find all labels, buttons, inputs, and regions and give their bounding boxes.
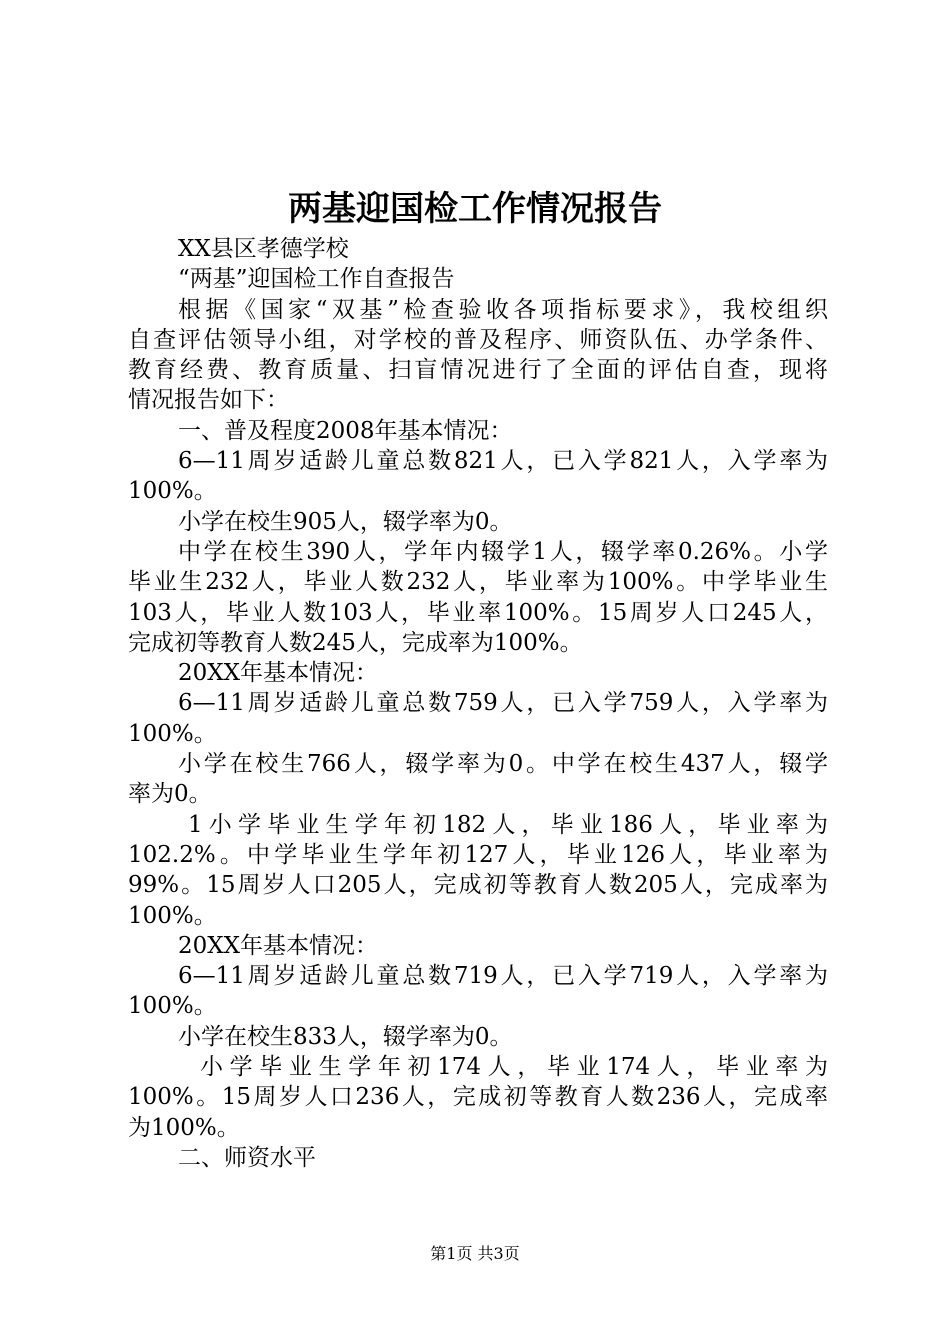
paragraph-line: 毕业生232人，毕业人数232人，毕业率为100%。中学毕业生 <box>128 569 828 596</box>
school-name-line: XX县区孝德学校 <box>178 236 349 262</box>
paragraph-line: 99%。15周岁人口205人，完成初等教育人数205人，完成率为 <box>128 872 828 899</box>
section-heading-line: 一、普及程度2008年基本情况： <box>178 417 513 444</box>
paragraph-line: 100%。 <box>128 993 217 1020</box>
paragraph-line: 小学在校生905人，辍学率为0。 <box>178 508 513 535</box>
paragraph-line: 根据《国家“双基”检查验收各项指标要求》，我校组织 <box>178 296 828 323</box>
paragraph-line: 6—11周岁适龄儿童总数759人，已入学759人，入学率为 <box>178 690 828 717</box>
section-heading-line: 二、师资水平 <box>178 1144 316 1171</box>
paragraph-line: 中学在校生390人，学年内辍学1人，辍学率0.26%。小学 <box>178 538 828 565</box>
paragraph-line: 完成初等教育人数245人，完成率为100%。 <box>128 629 583 656</box>
paragraph-line: 102.2%。中学毕业生学年初127人，毕业126人，毕业率为 <box>128 841 828 868</box>
year-heading-line: 20XX年基本情况： <box>178 660 379 687</box>
document-title: 两基迎国检工作情况报告 <box>288 189 662 229</box>
paragraph-line: 6—11周岁适龄儿童总数821人，已入学821人，入学率为 <box>178 448 828 475</box>
year-heading-line: 20XX年基本情况： <box>178 932 379 959</box>
paragraph-line: 100%。15周岁人口236人，完成初等教育人数236人，完成率 <box>128 1084 828 1111</box>
paragraph-line: 小学在校生766人，辍学率为0。中学在校生437人，辍学 <box>178 751 828 778</box>
paragraph-line: 100%。 <box>128 478 217 505</box>
paragraph-line: 100%。 <box>128 902 217 929</box>
paragraph-line: 率为0。 <box>128 781 212 808</box>
paragraph-line: 103人，毕业人数103人，毕业率100%。15周岁人口245人， <box>128 599 828 626</box>
paragraph-line: 为100%。 <box>128 1114 240 1141</box>
paragraph-line: 100%。 <box>128 720 217 747</box>
paragraph-line: 情况报告如下： <box>128 387 289 414</box>
paragraph-line: 6—11周岁适龄儿童总数719人，已入学719人，入学率为 <box>178 963 828 990</box>
paragraph-line: 自查评估领导小组，对学校的普及程序、师资队伍、办学条件、 <box>128 326 828 353</box>
paragraph-line: 教育经费、教育质量、扫盲情况进行了全面的评估自查，现将 <box>128 357 828 384</box>
report-subtitle-line: “两基”迎国检工作自查报告 <box>178 266 455 293</box>
paragraph-line: 小学在校生833人，辍学率为0。 <box>178 1023 513 1050</box>
page-footer: 第1页 共3页 <box>430 1244 520 1263</box>
paragraph-line: 1小学毕业生学年初182人，毕业186人，毕业率为 <box>188 811 828 838</box>
paragraph-line: 小学毕业生学年初174人，毕业174人，毕业率为 <box>200 1054 828 1081</box>
document-body <box>128 234 828 1173</box>
